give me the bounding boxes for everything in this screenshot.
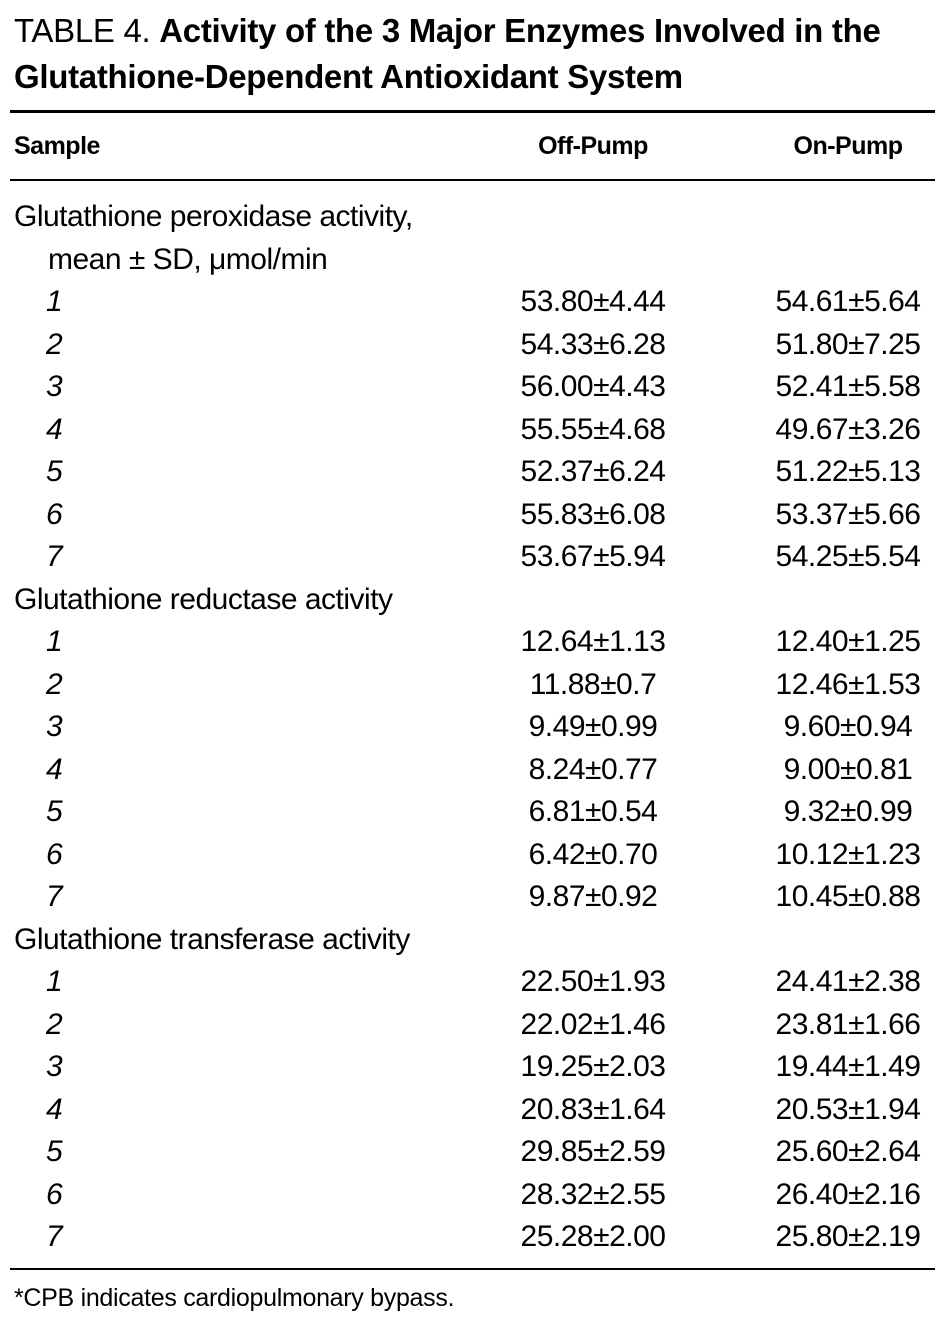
sample-number: 6 [46, 1177, 63, 1211]
sample-number: 5 [46, 1135, 63, 1168]
off-pump-value: 56.00±4.43 [520, 370, 666, 403]
table-row [0, 494, 939, 537]
off-pump-value: 12.64±1.13 [520, 625, 666, 658]
table-row [0, 281, 939, 324]
sample-number: 6 [46, 837, 63, 871]
off-pump-value: 9.87±0.92 [528, 880, 658, 913]
on-pump-value: 51.22±5.13 [775, 455, 921, 488]
off-pump-value: 53.80±4.44 [520, 285, 666, 318]
sample-number: 7 [46, 880, 63, 913]
top-rule [10, 110, 935, 113]
sample-number: 6 [46, 497, 63, 531]
header-rule [10, 179, 935, 181]
table-row [0, 621, 939, 664]
on-pump-value: 53.37±5.66 [775, 497, 921, 531]
on-pump-value: 12.46±1.53 [775, 667, 921, 701]
section-heading-label: Glutathione transferase activity [14, 922, 410, 956]
off-pump-value: 19.25±2.03 [520, 1050, 666, 1083]
column-header-sample: Sample [14, 132, 100, 160]
table-row [0, 706, 939, 749]
table-number: TABLE 4. [14, 12, 151, 49]
bottom-rule [10, 1268, 935, 1270]
sample-number: 2 [46, 1007, 63, 1041]
on-pump-value: 9.60±0.94 [783, 710, 913, 743]
table-row [0, 451, 939, 494]
section-heading [0, 196, 939, 239]
off-pump-value: 29.85±2.59 [520, 1135, 666, 1168]
sample-number: 4 [46, 1092, 63, 1126]
off-pump-value: 52.37±6.24 [520, 455, 666, 488]
table-row [0, 536, 939, 579]
on-pump-value: 10.12±1.23 [775, 837, 921, 871]
sample-number: 2 [46, 327, 63, 361]
off-pump-value: 25.28±2.00 [520, 1220, 666, 1253]
table-row [0, 791, 939, 834]
off-pump-value: 9.49±0.99 [528, 710, 658, 743]
on-pump-value: 9.32±0.99 [783, 795, 913, 828]
sample-number: 5 [46, 795, 63, 828]
off-pump-value: 54.33±6.28 [520, 327, 666, 361]
sample-number: 1 [46, 285, 63, 318]
off-pump-value: 8.24±0.77 [528, 752, 658, 786]
section-subheading-label: mean ± SD, μmol/min [48, 242, 328, 276]
on-pump-value: 26.40±2.16 [775, 1177, 921, 1211]
table-body [0, 196, 939, 1259]
table-row [0, 1046, 939, 1089]
table-row [0, 664, 939, 707]
sample-number: 5 [46, 455, 63, 488]
table-row [0, 876, 939, 919]
table-row [0, 961, 939, 1004]
on-pump-value: 25.80±2.19 [775, 1220, 921, 1253]
on-pump-value: 49.67±3.26 [775, 412, 921, 446]
table-row [0, 366, 939, 409]
off-pump-value: 22.50±1.93 [520, 965, 666, 998]
table-row [0, 1174, 939, 1217]
on-pump-value: 19.44±1.49 [775, 1050, 921, 1083]
on-pump-value: 54.25±5.54 [775, 540, 921, 573]
table-row [0, 1004, 939, 1047]
off-pump-value: 55.55±4.68 [520, 412, 666, 446]
sample-number: 3 [46, 370, 63, 403]
sample-number: 1 [46, 625, 63, 658]
off-pump-value: 20.83±1.64 [520, 1092, 666, 1126]
on-pump-value: 9.00±0.81 [783, 752, 913, 786]
table-row [0, 749, 939, 792]
on-pump-value: 54.61±5.64 [775, 285, 921, 318]
off-pump-value: 6.81±0.54 [528, 795, 658, 828]
on-pump-value: 25.60±2.64 [775, 1135, 921, 1168]
on-pump-value: 52.41±5.58 [775, 370, 921, 403]
table-row [0, 409, 939, 452]
column-header-off-pump: Off-Pump [538, 132, 648, 160]
table-row [0, 1089, 939, 1132]
sample-number: 2 [46, 667, 63, 701]
on-pump-value: 51.80±7.25 [775, 327, 921, 361]
off-pump-value: 11.88±0.7 [529, 667, 657, 701]
sample-number: 3 [46, 1050, 63, 1083]
on-pump-value: 24.41±2.38 [775, 965, 921, 998]
column-header-on-pump: On-Pump [793, 132, 903, 160]
on-pump-value: 20.53±1.94 [775, 1092, 921, 1126]
sample-number: 4 [46, 752, 63, 786]
table-title [14, 8, 929, 100]
table-row [0, 1131, 939, 1174]
section-subheading [0, 239, 939, 282]
section-heading-label: Glutathione peroxidase activity, [14, 200, 413, 233]
table-caption: Activity of the 3 Major Enzymes Involved in the Glutathione-Dependent Antioxidant System [14, 12, 881, 95]
section-heading [0, 579, 939, 622]
sample-number: 7 [46, 540, 63, 573]
on-pump-value: 12.40±1.25 [775, 625, 921, 658]
on-pump-value: 10.45±0.88 [775, 880, 921, 913]
table-row [0, 834, 939, 877]
off-pump-value: 53.67±5.94 [520, 540, 666, 573]
sample-number: 3 [46, 710, 63, 743]
on-pump-value: 23.81±1.66 [775, 1007, 921, 1041]
sample-number: 1 [46, 965, 63, 998]
off-pump-value: 55.83±6.08 [520, 497, 666, 531]
table-footnote: *CPB indicates cardiopulmonary bypass. [14, 1284, 455, 1312]
table-row [0, 1216, 939, 1259]
sample-number: 4 [46, 412, 63, 446]
table-row [0, 324, 939, 367]
section-heading-label: Glutathione reductase activity [14, 582, 393, 616]
off-pump-value: 22.02±1.46 [520, 1007, 666, 1041]
off-pump-value: 6.42±0.70 [528, 837, 658, 871]
sample-number: 7 [46, 1220, 63, 1253]
section-heading [0, 919, 939, 962]
off-pump-value: 28.32±2.55 [520, 1177, 666, 1211]
